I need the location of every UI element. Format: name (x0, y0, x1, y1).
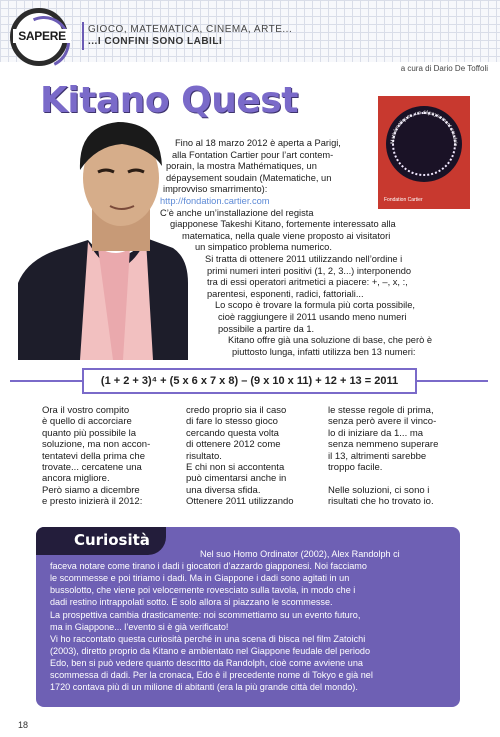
curiosita-line: bussolotto, che viene poi velocemente rovesciato sulla tavola, in modo che i (50, 585, 356, 596)
curiosita-line: faceva notare come tirano i dadi i giocatori d’azzardo giapponesi. Noi facciamo (50, 561, 367, 572)
column-line: il 13, altrimenti sarebbe (328, 450, 427, 462)
header-tagline-top: GIOCO, MATEMATICA, CINEMA, ARTE... (88, 24, 293, 35)
column-line: risultato. (186, 450, 222, 462)
column-line: Nelle soluzioni, ci sono i (328, 484, 430, 496)
curiosita-line: (2003), diretto proprio da Kitano e ambientato nel Giappone feudale del periodo (50, 645, 371, 656)
article-title: Kitano Quest (40, 80, 298, 121)
curiosita-line: 1720 contava più di un milione di abitanti (era la più grande città del mondo). (50, 682, 358, 693)
column-line: tentatevi della prima che (42, 450, 145, 462)
column-2 (186, 405, 326, 508)
column-line: Ottenere 2011 utilizzando (186, 496, 294, 508)
intro-line: tra di essi operatori aritmetici a piacere: +, –, x, :, (207, 277, 408, 288)
column-line (328, 473, 468, 484)
exhibition-poster (378, 96, 470, 209)
column-line: Ora il vostro compito (42, 405, 130, 416)
curiosita-line: scommessa di dadi. Per la cronaca, Edo è il precedente nome di Tokyo e già nel (50, 670, 373, 680)
formula-box: (1 + 2 + 3)⁴ + (5 x 6 x 7 x 8) – (9 x 10 x 11) + 12 + 13 = 2011 (82, 368, 417, 394)
kitano-portrait-photo (18, 108, 188, 360)
column-line: senza nemmeno superare (328, 439, 439, 451)
column-line: risultati che ho trovato io. (328, 496, 434, 508)
curiosita-line: dadi restino intrappolati sotto. E solo allora si piazzano le scommesse. (50, 597, 333, 608)
column-line: troppo facile. (328, 462, 383, 474)
curiosita-line: le scommesse e poi tiriamo i dadi. Ma in Giappone i dadi sono agitati in un (50, 573, 350, 584)
intro-line: C’è anche un’installazione del regista (160, 207, 314, 218)
column-line: una diversa sfida. (186, 484, 261, 496)
intro-line: giapponese Takeshi Kitano, fortemente interessato alla (170, 219, 396, 230)
column-line: le stesse regole di prima, (328, 405, 434, 416)
column-3 (328, 405, 468, 508)
intro-line: Kitano offre già una soluzione di base, che però è (228, 335, 432, 346)
curiosita-line: Nel suo Homo Ordinator (2002), Alex Randolph ci (200, 549, 400, 559)
curiosita-line: La prospettiva cambia drasticamente: noi scommettiamo su un evento futuro, (50, 609, 361, 620)
column-line: è quello di accorciare (42, 416, 132, 428)
curiosita-line: Vi ho raccontato questa curiosità perché in una scena di bisca nel film Zatoichi (50, 633, 366, 644)
column-line: trovate... cercatene una (42, 462, 142, 474)
page-number: 18 (18, 720, 29, 730)
column-line: soluzione, ma non accon- (42, 439, 151, 451)
logo-text: SAPERE (13, 29, 71, 43)
intro-line: primi numeri interi positivi (1, 2, 3...) interponendo (207, 265, 412, 276)
header-divider (82, 22, 84, 50)
poster-bottom-text: Fondation Cartier (384, 197, 423, 203)
byline: a cura di Dario De Toffoli (400, 64, 488, 73)
column-line: può cimentarsi anche in (186, 473, 287, 485)
intro-line: dépaysement soudain (Matematiche, un (166, 172, 332, 183)
column-line: ancora migliore. (42, 473, 110, 485)
column-line: E chi non si accontenta (186, 462, 285, 474)
svg-text:Mathématiques, un dépaysement: Mathématiques, un dépaysement soudain (389, 109, 459, 147)
intro-line: Si tratta di ottenere 2011 utilizzando nell’ordine i (205, 254, 403, 264)
intro-line: parentesi, esponenti, radici, fattoriali... (207, 288, 364, 299)
curiosita-title: Curiosità (74, 531, 150, 549)
curiosita-line: ma in Giappone... l’evento si è già verificato! (50, 621, 229, 632)
intro-line: porain, la mostra Mathématiques, un (166, 161, 317, 172)
column-line: cercando questa volta (186, 427, 279, 439)
intro-line: un simpatico problema numerico. (195, 242, 332, 253)
header-tagline-bottom: ...I CONFINI SONO LABILI (88, 36, 223, 47)
intro-line: matematica, nella quale viene proposto ai visitatori (182, 230, 391, 241)
intro-line: alla Fontation Cartier pour l’art contem- (172, 149, 334, 160)
column-line: Però siamo a dicembre (42, 484, 140, 496)
column-line: quanto più possibile la (42, 427, 137, 439)
column-1 (42, 405, 182, 508)
sapere-logo (10, 8, 68, 66)
intro-line: Fino al 18 marzo 2012 è aperta a Parigi, (175, 138, 341, 148)
column-line: di ottenere 2012 come (186, 439, 281, 451)
intro-line: cioè raggiungere il 2011 usando meno numeri (218, 312, 407, 322)
column-line: credo proprio sia il caso (186, 405, 287, 416)
exhibition-link[interactable]: http://fondation.cartier.com (160, 196, 270, 206)
intro-line: possibile a partire da 1. (218, 323, 315, 334)
column-line: e presto inizierà il 2012: (42, 496, 143, 508)
intro-line: improvviso smarrimento): (163, 184, 268, 195)
poster-ring-text (378, 96, 470, 209)
curiosita-line: Edo, ben si può vedere quanto descritto da Randolph, cioè come avviene una (50, 657, 363, 668)
intro-line: Lo scopo è trovare la formula più corta possibile, (215, 300, 415, 311)
column-line: lo di iniziare da 1... ma (328, 427, 424, 439)
column-line: di fare lo stesso gioco (186, 416, 278, 428)
intro-line: piuttosto lunga, infatti utilizza ben 13 numeri: (232, 346, 416, 357)
column-line: senza però avere il vinco- (328, 416, 437, 428)
